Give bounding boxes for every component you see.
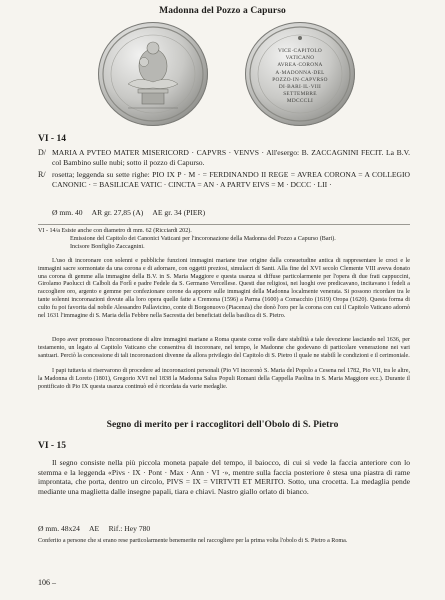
- legend-line: VICE·CAPITOLO: [277, 48, 323, 54]
- obverse-marker: D/: [38, 148, 46, 157]
- variant-note: VI - 14/a Esiste anche con diametro di mm. 62 (Ricciardi 202).: [38, 228, 192, 234]
- section-number: VI - 14: [38, 134, 66, 144]
- legend-line: SETTEMBRE: [283, 91, 317, 98]
- specs-line: Ø mm. 48x24 AE Rif.: Hey 780: [38, 524, 151, 533]
- engraver-note: Incisore Bonfiglio Zaccagnini.: [70, 244, 145, 250]
- legend-line: VATICANO: [285, 55, 315, 62]
- divider: [38, 224, 410, 225]
- legend-line: A·MADONNA·DEL: [275, 69, 325, 76]
- section-number: VI - 15: [38, 441, 66, 451]
- medal-reverse-image: [245, 22, 355, 126]
- history-paragraph: Dopo aver promosso l'incoronazione di altre immagini mariane a Roma queste come volle dare stabilità a tale devozione lasciando nel 1636, per testamento, un legato al Capitolo Vaticano che consentiva di incoronare, nel tempo, le Madonne che godevano di particolare venerazione nei vari santuari. Perciò la concessione di tali incoronazioni divenne da allora privilegio del Capitolo di S. Pietro il quale ne stabilì le condizioni e il cerimoniale.: [38, 337, 410, 359]
- medal-obverse-image: [98, 22, 208, 126]
- badge-description: Il segno consiste nella più piccola moneta papale del tempo, il baiocco, di cui si vede la faccia anteriore con lo stemma e la leggenda «Pivs · IX · Pont · Max · Ann · VI ·», mentre sulla faccia posteriore è stesa una piastra di rame improntata, che porta, dentro un circolo, PIVS = IX = VIRTVTI ET MERITO. Sotto, una crocetta. La medaglia pende mediante una maglietta dalle insegne papali, tiara e chiavi. Nastro giallo orlato di bianco.: [38, 458, 410, 496]
- history-paragraph: L'uso di incoronare con solenni e pubbliche funzioni immagini mariane trae origine dalla consuetudine antica di rappresentare le croci e le immagini sacre sormontate da una corona e di adornare, con oggetti preziosi, simulacri di Santi. Alla fine del XVI secolo Clemente VIII aveva donato una corona di gemme alla immagine della B.V. in S. Maria Maggiore e questa usanza si diffuse particolarmente per l'opera di due frati cappuccini, Girolamo Paolucci di Calboli da Forlì e padre Fedele da S. Germano Vercellese. Questi due religiosi, nei luoghi ove predicavano, incitavano i fedeli a raccogliere oro, argento e gemme per confezionare corone da apporre sulle immagini della Madonna localmente venerata. Si possono ricordare tra le tante solenni incoronazioni dovute alla loro opera quelle fatte a Cremona (1596) a Parma (1600) a Comacchio (1619) Oropa (1620). Questa forma di culto fu poi favorita dal nobile Alessandro Pallavicino, conte di Borgonuovo (Piacenza) che donò l'oro per la corona con cui il Capitolo Vaticano adornò nel 1631 l'immagine di S. Maria della Febbre nella Sacrestia dei beneficiati della basilica di S. Pietro.: [38, 258, 410, 319]
- madonna-figure-icon: [98, 22, 208, 126]
- medal-photos: [0, 20, 445, 128]
- page-title: Madonna del Pozzo a Capurso: [159, 6, 286, 16]
- medal-reverse-legend: [263, 48, 337, 106]
- specs-line: Ø mm. 40 AR gr. 27,85 (A) AE gr. 34 (PIER): [52, 208, 206, 217]
- legend-line: DI·BARI·IL·VIII: [278, 84, 322, 91]
- history-paragraph: I papi tuttavia si riservarono di procedere ad incoronazioni personali (Pio VI incoronò S. Maria del Popolo a Cesena nel 1782, Pio VII, tra le altre, la Madonna di Loreto (1801), Gregorio XVI nel 1838 la Madonna Salus Populi Romani della Cappella Paolina in S. Maria Maggiore ecc.). Durante il pontificato di Pio IX questa usanza continuò ed è ricordata da varie medaglie.: [38, 368, 410, 390]
- obverse-description: MARIA A PVTEO MATER MISERICORD · CAPVRS · VENVS · All'esergo: B. ZACCAGNINI FECIT. La B.V. col Bambino sulle nubi; sotto il pozzo di Capurso.: [52, 148, 410, 167]
- legend-line: AVREA·CORONA: [277, 62, 323, 69]
- section-2-title: Segno di merito per i raccoglitori dell'Obolo di S. Pietro: [106, 420, 339, 430]
- legend-line: POZZO·IN·CAPVRSO: [272, 76, 328, 83]
- issue-note: Emissione del Capitolo dei Canonici Vaticani per l'incoronazione della Madonna del Pozzo a Capurso (Bari).: [70, 236, 336, 242]
- page-number: 106 –: [38, 578, 56, 587]
- award-note: Conferito a persone che si erano rese particolarmente benemerite nel raccogliere per la prima volta l'obolo di S. Pietro a Roma.: [38, 538, 348, 544]
- reverse-description: rosetta; leggenda su sette righe: PIO IX P · M · = FERDINANDO II REGE = AVREA CORONA = A COLLEGIO CANONIC · = BASILICAE VATIC · CINCTA = AN · A PARTV EIVS = M · DCCC · LII ·: [52, 170, 410, 189]
- legend-line: MDCCCLI: [286, 98, 314, 105]
- reverse-marker: R/: [38, 170, 46, 179]
